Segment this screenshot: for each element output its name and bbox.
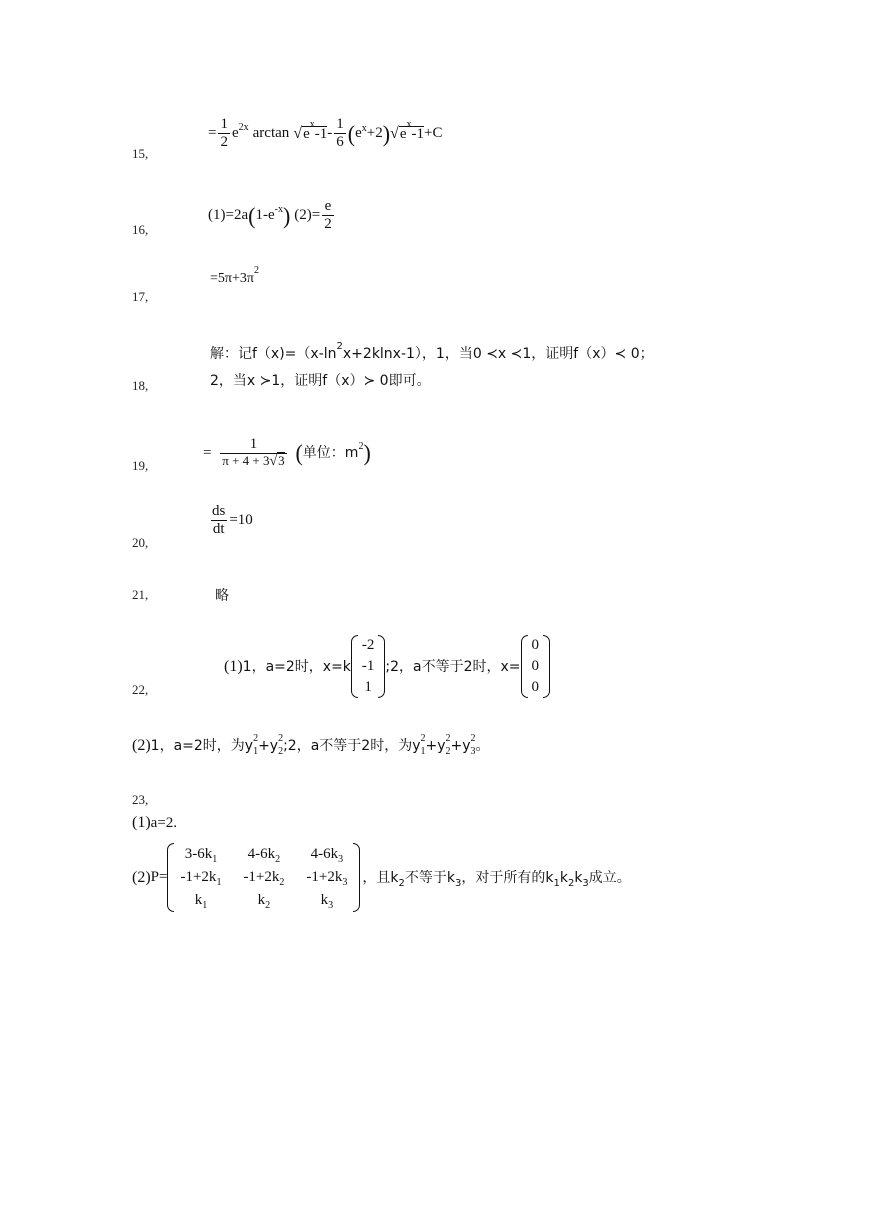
item-number-19: 19,: [132, 458, 149, 473]
item-number-15: 15,: [132, 146, 149, 161]
item-number-16: 16,: [132, 222, 149, 237]
item-number-18: 18,: [132, 378, 149, 393]
item-number-23: 23,: [132, 792, 149, 807]
vector-1: -2 -1 1: [351, 635, 386, 698]
answer-22-part1: (1) 1，a=2时，x=k -2 -1 1 ;2，a不等于2时，x= 0 0 0: [224, 635, 550, 698]
answer-20: $\frac{ds}{dt}$ =10: [212, 503, 253, 538]
vector-2: 0 0 0: [521, 635, 551, 698]
answer-21: 略: [215, 588, 229, 604]
answer-15: = $\frac{1}{2}$ e $^{2x}$ arctan √ $e^x-1$ - $\frac{1}{6}$ ( e $^x$ +2 ) √ $e^x-1$ +C: [208, 116, 443, 151]
answer-23-part1: (1)a=2.: [132, 814, 178, 831]
answer-16: (1) =2a ( 1-e $^{-x}$ ) (2) = $\frac{e}{2}$: [208, 198, 332, 233]
answer-18-line2: 2，当x ≻1，证明f（x）≻ 0即可。: [210, 373, 431, 389]
answer-18-line1: 解：记$f(x)=(x-\ln^2x+2klnx-1)$，1，当0 ≺x ≺1，证明f（x）≺ 0；: [210, 341, 654, 362]
item-number-20: 20,: [132, 535, 149, 550]
item-number-22: 22,: [132, 682, 149, 697]
item-number-17: 17,: [132, 289, 149, 304]
answer-23-part2: (2) P= $3-6k_1$ $4-6k_2$ $4-6k_3$ $-1+2k_1$ $-1+2k_2$ $-1+2k_3$ $k_1$ $k_2$ $k_3$ ，且$k_2$不等于$k_3$，对于所有的$k_1k_2k_3$成立。: [132, 843, 631, 912]
answer-19: = $\frac{1}{\pi + 4 + 3√3}$ ( 单位：m $^2$ ): [203, 436, 371, 470]
matrix-P: $3-6k_1$ $4-6k_2$ $4-6k_3$ $-1+2k_1$ $-1+2k_2$ $-1+2k_3$ $k_1$ $k_2$ $k_3$: [167, 843, 360, 912]
item-number-21: 21,: [132, 587, 149, 602]
answer-17: $=5\pi+3\pi^2$: [210, 265, 259, 286]
answer-22-part2: (2)1，a=2时，为$y_1^2+y_2^2;2$，a不等于2时，为$y_1^2+y_2^2+y_3^2$。: [132, 733, 490, 757]
